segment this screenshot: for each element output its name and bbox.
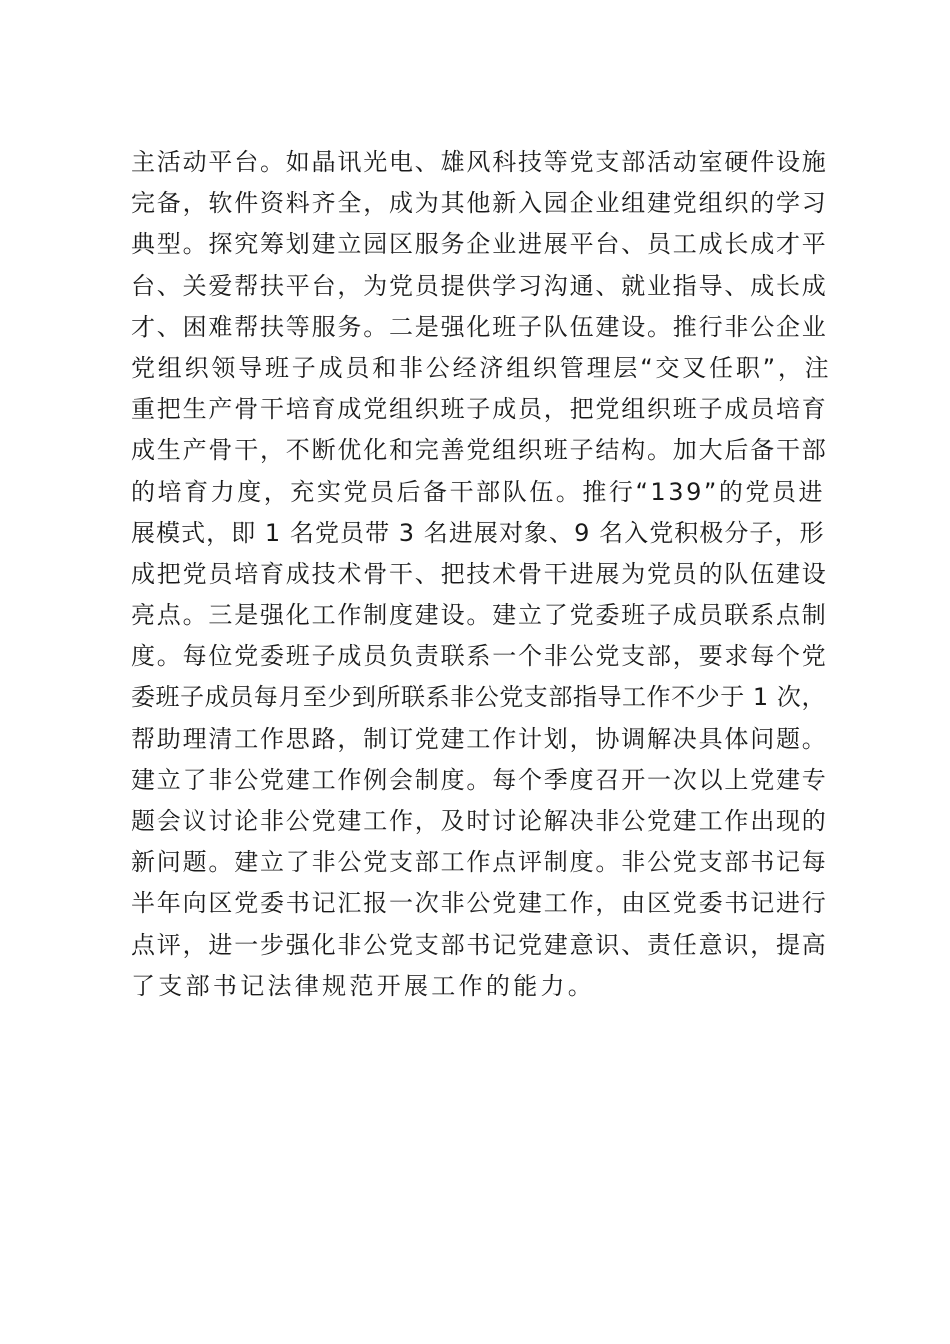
text-line: 新问题。建立了非公党支部工作点评制度。非公党支部书记每 [131, 848, 828, 877]
text-line: 了支部书记法律规范开展工作的能力。 [131, 971, 596, 1000]
text-line: 委班子成员每月至少到所联系非公党支部指导工作不少于 1 次， [131, 683, 827, 712]
text-line: 重把生产骨干培育成党组织班子成员，把党组织班子成员培育 [131, 395, 828, 424]
text-line: 帮助理清工作思路，制订党建工作计划，协调解决具体问题。 [131, 724, 828, 753]
text-line: 度。每位党委班子成员负责联系一个非公党支部，要求每个党 [131, 642, 828, 671]
text-line: 展模式，即 1 名党员带 3 名进展对象、9 名入党积极分子，形 [131, 518, 825, 547]
text-line: 题会议讨论非公党建工作，及时讨论解决非公党建工作出现的 [131, 807, 828, 835]
text-line: 主活动平台。如晶讯光电、雄风科技等党支部活动室硬件设施 [131, 148, 828, 176]
text-line: 党组织领导班子成员和非公经济组织管理层“交叉任职”，注 [131, 353, 832, 382]
text-line: 亮点。三是强化工作制度建设。建立了党委班子成员联系点制 [131, 601, 828, 630]
text-line: 的培育力度，充实党员后备干部队伍。推行“139”的党员进 [131, 477, 826, 506]
text-line: 完备，软件资料齐全，成为其他新入园企业组建党组织的学习 [131, 189, 828, 218]
text-line: 典型。探究筹划建立园区服务企业进展平台、员工成长成才平 [131, 230, 828, 259]
text-line: 成把党员培育成技术骨干、把技术骨干进展为党员的队伍建设 [131, 559, 828, 588]
text-line: 点评，进一步强化非公党支部书记党建意识、责任意识，提高 [131, 930, 828, 959]
text-line: 建立了非公党建工作例会制度。每个季度召开一次以上党建专 [131, 765, 828, 794]
text-line: 半年向区党委书记汇报一次非公党建工作，由区党委书记进行 [131, 889, 828, 918]
body-paragraph [131, 142, 831, 1007]
text-line: 才、困难帮扶等服务。二是强化班子队伍建设。推行非公企业 [131, 312, 828, 341]
text-line: 成生产骨干，不断优化和完善党组织班子结构。加大后备干部 [131, 436, 828, 465]
text-line: 台、关爱帮扶平台，为党员提供学习沟通、就业指导、成长成 [131, 271, 828, 300]
